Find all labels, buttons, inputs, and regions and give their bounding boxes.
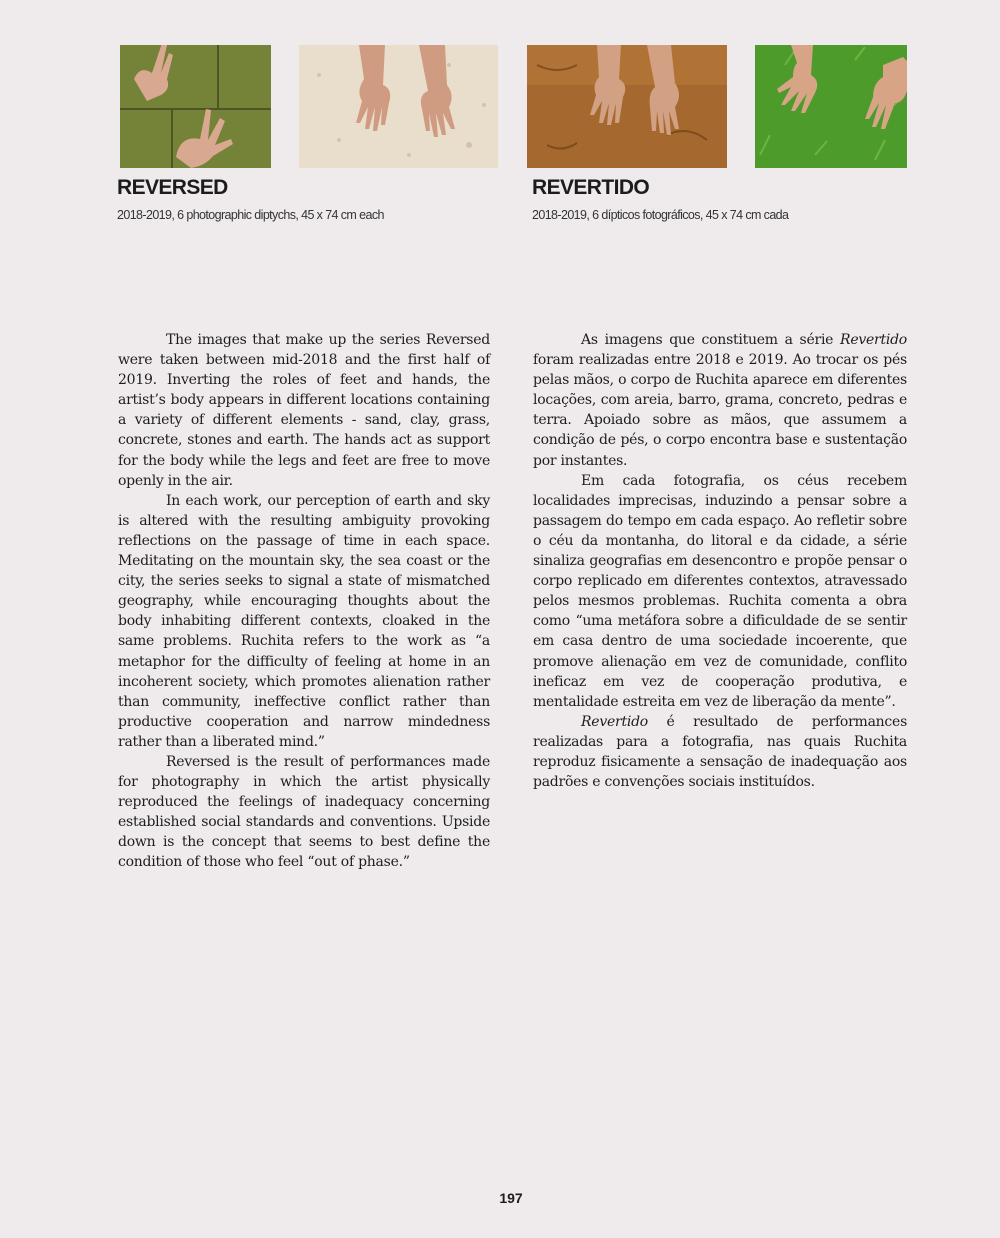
portuguese-paragraph-2: Em cada fotografia, os céus recebem localidades imprecisas, induzindo a pensar sobre a passagem do tempo em cada espaço. Ao refletir sobre o céu da montanha, do litoral e da cidade, a série sinaliza geografias em desencontro e propõe pensar o corpo replicado em diferentes contextos, atravessado pelos mesmos problemas. Ruchita comenta a obra como “uma metáfora sobre a dificuldade de se sentir em casa dentro de uma sociedade incoerente, que promove alienação em vez de comunidade, conflito ineficaz em vez de cooperação produtiva, e mentalidade estreita em vez de liberação da mente”. bbox=[533, 472, 907, 710]
portuguese-paragraph-1-start: As imagens que constituem a série bbox=[581, 332, 841, 348]
photo-hands-on-mossy-concrete bbox=[120, 45, 271, 168]
series-title-italic: Revertido bbox=[840, 332, 907, 348]
series-title-italic: Revertido bbox=[581, 713, 648, 730]
title-english: REVERSED bbox=[117, 176, 228, 199]
subtitle-english: 2018-2019, 6 photographic diptychs, 45 x 74 cm each bbox=[117, 208, 384, 222]
portuguese-text-column bbox=[533, 330, 907, 792]
english-paragraph-1: The images that make up the series Reversed were taken between mid-2018 and the first half of 2019. Inverting the roles of feet and hands, the artist’s body appears in different locations containing a variety of different elements - sand, clay, grass, concrete, stones and earth. The hands act as support for the body while the legs and feet are free to move openly in the air. bbox=[118, 332, 490, 489]
title-portuguese: REVERTIDO bbox=[532, 176, 650, 199]
photo-hands-in-clay bbox=[527, 45, 727, 168]
portuguese-paragraph-1 bbox=[533, 330, 907, 471]
english-paragraph-3: Reversed is the result of performances made for photography in which the artist physically reproduced the feelings of inadequacy concerning established social standards and conventions. Upside down is the concept that seems to best define the condition of those who feel “out of phase.” bbox=[118, 753, 490, 871]
subtitle-portuguese: 2018-2019, 6 dípticos fotográficos, 45 x 74 cm cada bbox=[532, 208, 789, 222]
page-number: 197 bbox=[499, 1190, 523, 1206]
photo-hands-on-grass bbox=[755, 45, 907, 168]
english-text-column bbox=[118, 330, 490, 873]
portuguese-paragraph-3-rest: é resultado de performances realizadas para a fotografia, nas quais Ruchita reproduz fisicamente a sensação de inadequação aos padrões e convenções sociais instituídos. bbox=[533, 713, 907, 791]
english-paragraph-2: In each work, our perception of earth and sky is altered with the resulting ambiguity provoking reflections on the passage of time in each space. Meditating on the mountain sky, the sea coast or the city, the series seeks to signal a state of mismatched geography, while encouraging thoughts about the body inhabiting different contexts, cloaked in the same problems. Ruchita refers to the work as “a metaphor for the difficulty of feeling at home in an incoherent society, which promotes alienation rather than community, ineffective conflict rather than productive cooperation and narrow mindedness rather than a liberated mind.” bbox=[118, 492, 490, 750]
portuguese-paragraph-3 bbox=[533, 712, 907, 792]
portuguese-paragraph-1-rest: foram realizadas entre 2018 e 2019. Ao trocar os pés pelas mãos, o corpo de Ruchita aparece em diferentes locações, com areia, barro, grama, concreto, pedras e terra. Apoiado sobre as mãos, que assumem a condição de pés, o corpo encontra base e sustentação por instantes. bbox=[533, 352, 907, 469]
photo-hands-on-sand bbox=[299, 45, 498, 168]
